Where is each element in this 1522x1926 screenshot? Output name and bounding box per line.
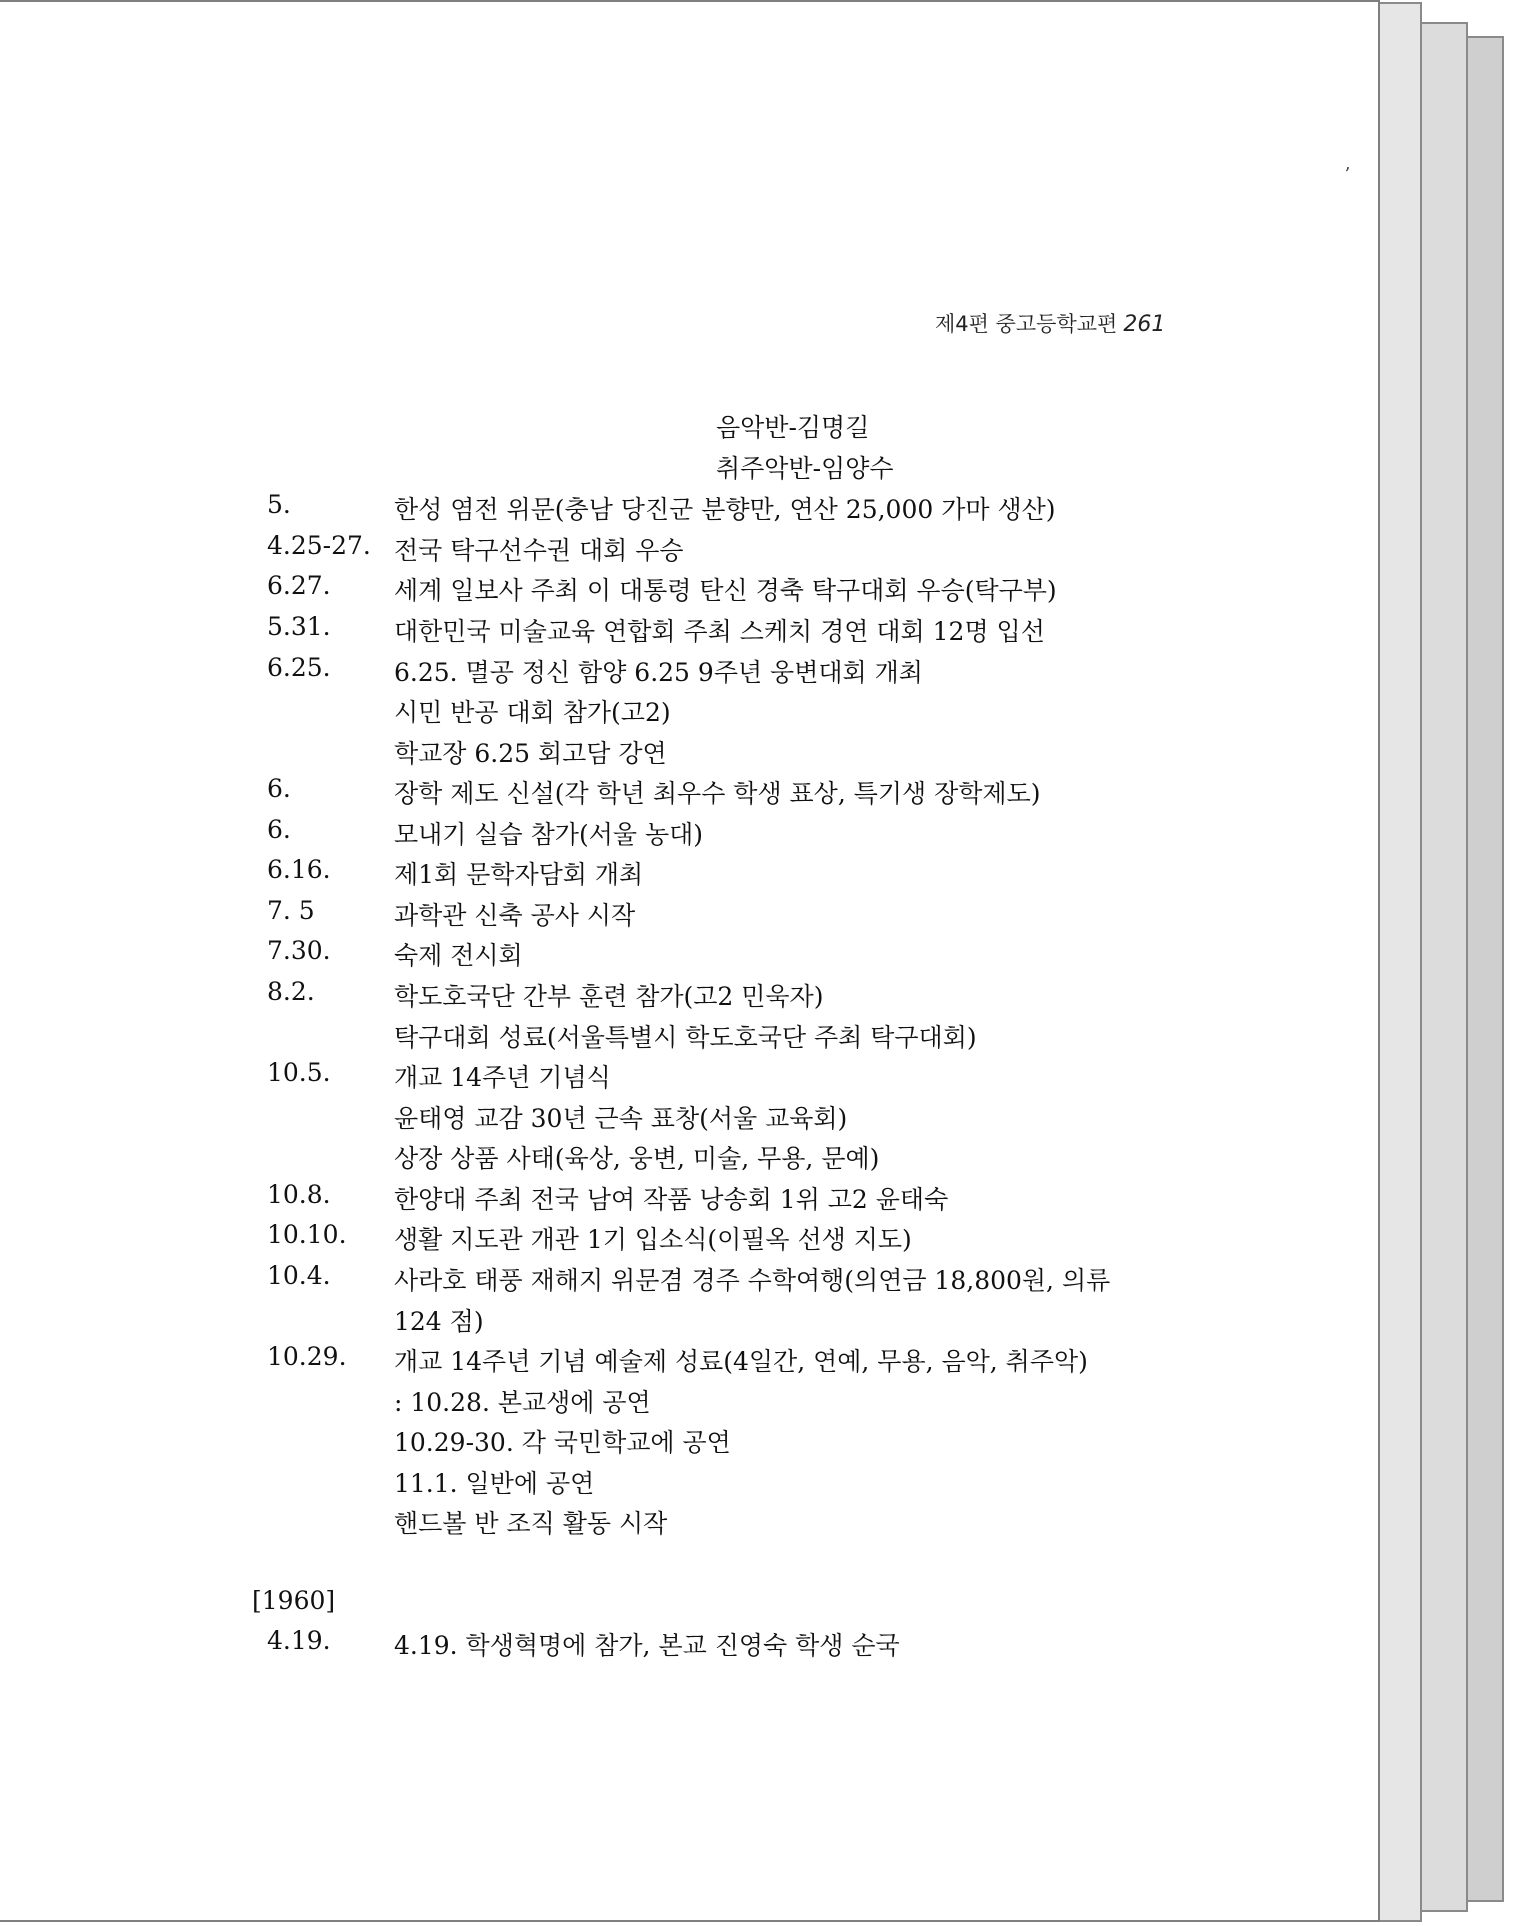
entry-date: 7. 5 [267, 896, 315, 925]
entry-text: 사라호 태풍 재해지 위문겸 경주 수학여행(의연금 18,800원, 의류 [394, 1266, 1111, 1295]
running-head [935, 308, 1165, 338]
entry-date: 10.29. [267, 1342, 347, 1371]
entry-text: 시민 반공 대회 참가(고2) [394, 698, 671, 727]
year-heading: [1960] [252, 1586, 336, 1615]
entry-date: 5. [267, 490, 291, 519]
entry-text: 학도호국단 간부 훈련 참가(고2 민욱자) [394, 982, 824, 1011]
entry-text: 한성 염전 위문(충남 당진군 분향만, 연산 25,000 가마 생산) [394, 495, 1056, 524]
entry-text: 과학관 신축 공사 시작 [394, 901, 636, 930]
entry-text: 숙제 전시회 [394, 941, 523, 970]
entry-date: 6.27. [267, 571, 331, 600]
entry-date: 6.25. [267, 653, 331, 682]
entry-text: 개교 14주년 기념식 [394, 1063, 611, 1092]
scan-speck: ʼ [1344, 164, 1350, 185]
entry-text: 제1회 문학자담회 개최 [394, 860, 644, 889]
entry-text: 전국 탁구선수권 대회 우승 [394, 536, 684, 565]
entry-text: 세계 일보사 주최 이 대통령 탄신 경축 탁구대회 우승(탁구부) [394, 576, 1057, 605]
entry-date: 5.31. [267, 612, 331, 641]
entry-text: 학교장 6.25 회고담 강연 [394, 739, 667, 768]
entry-text: 윤태영 교감 30년 근속 표창(서울 교육회) [394, 1104, 848, 1133]
entry-date: 6.16. [267, 855, 331, 884]
entry-text: 한양대 주최 전국 남여 작품 낭송회 1위 고2 윤태숙 [394, 1185, 949, 1214]
running-head-title: 제4편 중고등학교편 [935, 312, 1118, 336]
entry-date: 10.5. [267, 1058, 331, 1087]
entry-text: 11.1. 일반에 공연 [394, 1469, 595, 1498]
club-leader-line: 취주악반-임양수 [716, 454, 894, 483]
entry-date: 4.25-27. [267, 531, 371, 560]
entry-text: 생활 지도관 개관 1기 입소식(이필옥 선생 지도) [394, 1225, 912, 1254]
page-stack-edge [1378, 2, 1422, 1922]
entry-text: 124 점) [394, 1307, 484, 1336]
entry-date: 8.2. [267, 977, 315, 1006]
entry-date: 6. [267, 774, 291, 803]
entry-text: 대한민국 미술교육 연합회 주최 스케치 경연 대회 12명 입선 [394, 617, 1045, 646]
entry-text: : 10.28. 본교생에 공연 [394, 1388, 651, 1417]
entry-text: 탁구대회 성료(서울특별시 학도호국단 주최 탁구대회) [394, 1023, 977, 1052]
page-number: 261 [1123, 312, 1166, 337]
entry-text: 장학 제도 신설(각 학년 최우수 학생 표상, 특기생 장학제도) [394, 779, 1041, 808]
entry-text: 6.25. 멸공 정신 함양 6.25 9주년 웅변대회 개최 [394, 658, 923, 687]
entry-date: 10.10. [267, 1220, 347, 1249]
entry-text: 핸드볼 반 조직 활동 시작 [394, 1509, 668, 1538]
entry-text: 개교 14주년 기념 예술제 성료(4일간, 연예, 무용, 음악, 취주악) [394, 1347, 1088, 1376]
entry-text: 상장 상품 사태(육상, 웅변, 미술, 무용, 문예) [394, 1144, 880, 1173]
entry-text: 모내기 실습 참가(서울 농대) [394, 820, 703, 849]
club-leader-line: 음악반-김명길 [716, 413, 870, 442]
entry-date: 4.19. [267, 1626, 331, 1655]
entry-date: 7.30. [267, 936, 331, 965]
entry-date: 10.8. [267, 1180, 331, 1209]
entry-text: 4.19. 학생혁명에 참가, 본교 진영숙 학생 순국 [394, 1631, 900, 1660]
entry-text: 10.29-30. 각 국민학교에 공연 [394, 1428, 731, 1457]
entry-date: 10.4. [267, 1261, 331, 1290]
entry-date: 6. [267, 815, 291, 844]
